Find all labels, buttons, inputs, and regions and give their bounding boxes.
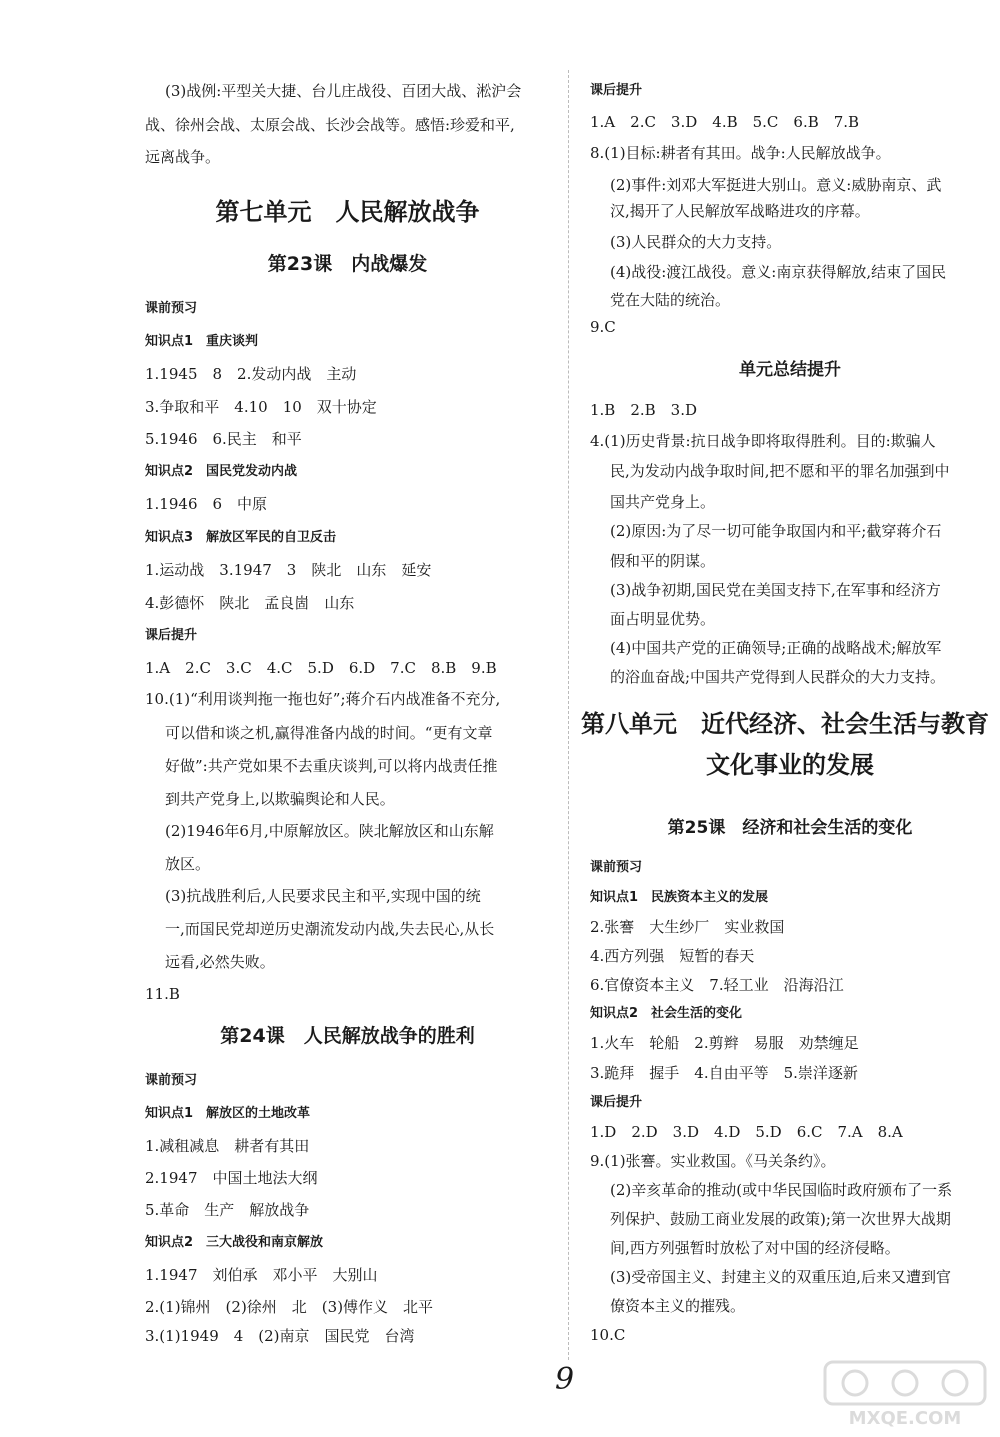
- lesson-title: 第24课 人民解放战争的胜利: [220, 1025, 475, 1047]
- answer-line: 3.(1)1949 4 (2)南京 国民党 台湾: [145, 1327, 415, 1345]
- answer-line: 间,西方列强暂时放松了对中国的经济侵略。: [610, 1239, 900, 1257]
- column-divider: [568, 70, 569, 1360]
- section-header: 课后提升: [145, 628, 198, 643]
- answer-line: 国共产党身上。: [610, 493, 716, 511]
- answer-line: (4)战役:渡江战役。意义:南京获得解放,结束了国民: [610, 263, 947, 281]
- answer-line: (3)战争初期,国民党在美国支持下,在军事和经济方: [610, 581, 941, 599]
- answer-line: 2.(1)锦州 (2)徐州 北 (3)傅作义 北平: [145, 1298, 434, 1316]
- answer-line: 1.1947 刘伯承 邓小平 大别山: [145, 1266, 378, 1284]
- answer-line: 3.跪拜 握手 4.自由平等 5.崇洋逐新: [590, 1064, 858, 1082]
- answer-line: 好做”:共产党如果不去重庆谈判,可以将内战责任推: [165, 757, 498, 775]
- answer-line: (4)中国共产党的正确领导;正确的战略战术;解放军: [610, 639, 942, 657]
- answer-line: 4.西方列强 短暂的春天: [590, 947, 755, 965]
- unit-title-continued: 文化事业的发展: [706, 751, 874, 779]
- answer-line: (2)事件:刘邓大军挺进大别山。意义:威胁南京、武: [610, 176, 942, 194]
- answer-line: 可以借和谈之机,赢得准备内战的时间。“更有文章: [165, 724, 493, 742]
- text-line: 战、徐州会战、太原会战、长沙会战等。感悟:珍爱和平,: [145, 116, 515, 134]
- answer-line: 5.1946 6.民主 和平: [145, 430, 302, 448]
- section-header: 课前预习: [145, 1073, 198, 1088]
- answer-line: 1.减租减息 耕者有其田: [145, 1137, 310, 1155]
- answer-line: (3)人民群众的大力支持。: [610, 233, 782, 251]
- answer-line: 9.(1)张謇。实业救国。《马关条约》。: [590, 1152, 836, 1170]
- answer-line: 放区。: [165, 855, 211, 873]
- knowledge-point-header: 知识点2 社会生活的变化: [590, 1006, 743, 1021]
- knowledge-point-header: 知识点1 解放区的土地改革: [145, 1106, 311, 1121]
- answer-line: 4.彭德怀 陕北 孟良崮 山东: [145, 594, 355, 612]
- answer-line: 假和平的阴谋。: [610, 552, 716, 570]
- section-header: 课后提升: [590, 1095, 643, 1110]
- answer-line: 汉,揭开了人民解放军战略进攻的序幕。: [610, 202, 870, 220]
- answer-line: 面占明显优势。: [610, 610, 716, 628]
- answer-line: 列保护、鼓励工商业发展的政策);第一次世界大战期: [610, 1210, 951, 1228]
- answer-line: 党在大陆的统治。: [610, 291, 731, 309]
- text-line: (3)战例:平型关大捷、台儿庄战役、百团大战、淞沪会: [165, 82, 522, 100]
- unit-title: 第八单元 近代经济、社会生活与教育: [581, 710, 989, 738]
- watermark-text: MXQE.COM: [848, 1408, 962, 1429]
- answer-line: 2.张謇 大生纱厂 实业救国: [590, 918, 785, 936]
- answer-line: 2.1947 中国土地法大纲: [145, 1169, 318, 1187]
- answer-line: 1.运动战 3.1947 3 陕北 山东 延安: [145, 561, 432, 579]
- answer-line: 10.C: [590, 1326, 626, 1344]
- answer-line: (2)原因:为了尽一切可能争取国内和平;截穿蒋介石: [610, 522, 942, 540]
- answer-line: 11.B: [145, 985, 180, 1003]
- section-header: 课后提升: [590, 83, 643, 98]
- section-header: 课前预习: [590, 860, 643, 875]
- knowledge-point-header: 知识点2 国民党发动内战: [145, 464, 298, 479]
- answer-line: 5.革命 生产 解放战争: [145, 1201, 310, 1219]
- knowledge-point-header: 知识点1 民族资本主义的发展: [590, 890, 769, 905]
- text-line: 远离战争。: [145, 148, 221, 166]
- knowledge-point-header: 知识点2 三大战役和南京解放: [145, 1235, 324, 1250]
- answer-line: 1.1946 6 中原: [145, 495, 268, 513]
- section-header: 课前预习: [145, 301, 198, 316]
- answer-line: (3)抗战胜利后,人民要求民主和平,实现中国的统: [165, 887, 481, 905]
- unit-title: 第七单元 人民解放战争: [215, 198, 480, 226]
- watermark-logo: [820, 1360, 990, 1430]
- lesson-title: 第23课 内战爆发: [267, 253, 428, 275]
- answer-line: 的浴血奋战;中国共产党得到人民群众的大力支持。: [610, 668, 946, 686]
- answer-line: (3)受帝国主义、封建主义的双重压迫,后来又遭到官: [610, 1268, 952, 1286]
- summary-title: 单元总结提升: [739, 360, 841, 380]
- answer-line: 1.火车 轮船 2.剪辫 易服 劝禁缠足: [590, 1034, 859, 1052]
- answer-line: 1.B 2.B 3.D: [590, 401, 698, 419]
- answer-line: 1.A 2.C 3.C 4.C 5.D 6.D 7.C 8.B 9.B: [145, 659, 497, 677]
- answer-line: (2)1946年6月,中原解放区。陕北解放区和山东解: [165, 822, 494, 840]
- answer-line: 1.1945 8 2.发动内战 主动: [145, 365, 357, 383]
- answer-line: 到共产党身上,以欺骗舆论和人民。: [165, 790, 395, 808]
- knowledge-point-header: 知识点1 重庆谈判: [145, 334, 259, 349]
- page-number: 9: [555, 1362, 575, 1397]
- answer-line: 1.A 2.C 3.D 4.B 5.C 6.B 7.B: [590, 113, 860, 131]
- lesson-title: 第25课 经济和社会生活的变化: [667, 818, 913, 838]
- answer-line: 4.(1)历史背景:抗日战争即将取得胜利。目的:欺骗人: [590, 432, 936, 450]
- answer-line: 8.(1)目标:耕者有其田。战争:人民解放战争。: [590, 144, 891, 162]
- answer-line: 远看,必然失败。: [165, 953, 275, 971]
- answer-line: (2)辛亥革命的推动(或中华民国临时政府颁布了一系: [610, 1181, 953, 1199]
- answer-line: 9.C: [590, 318, 616, 336]
- answer-line: 民,为发动内战争取时间,把不愿和平的罪名加强到中: [610, 462, 950, 480]
- answer-line: 僚资本主义的摧残。: [610, 1297, 746, 1315]
- answer-line: 6.官僚资本主义 7.轻工业 沿海沿江: [590, 976, 844, 994]
- answer-line: 一,而国民党却逆历史潮流发动内战,失去民心,从长: [165, 920, 495, 938]
- knowledge-point-header: 知识点3 解放区军民的自卫反击: [145, 530, 337, 545]
- answer-line: 1.D 2.D 3.D 4.D 5.D 6.C 7.A 8.A: [590, 1123, 903, 1141]
- answer-line: 10.(1)“利用谈判拖一拖也好”;蒋介石内战准备不充分,: [145, 690, 501, 708]
- answer-line: 3.争取和平 4.10 10 双十协定: [145, 398, 377, 416]
